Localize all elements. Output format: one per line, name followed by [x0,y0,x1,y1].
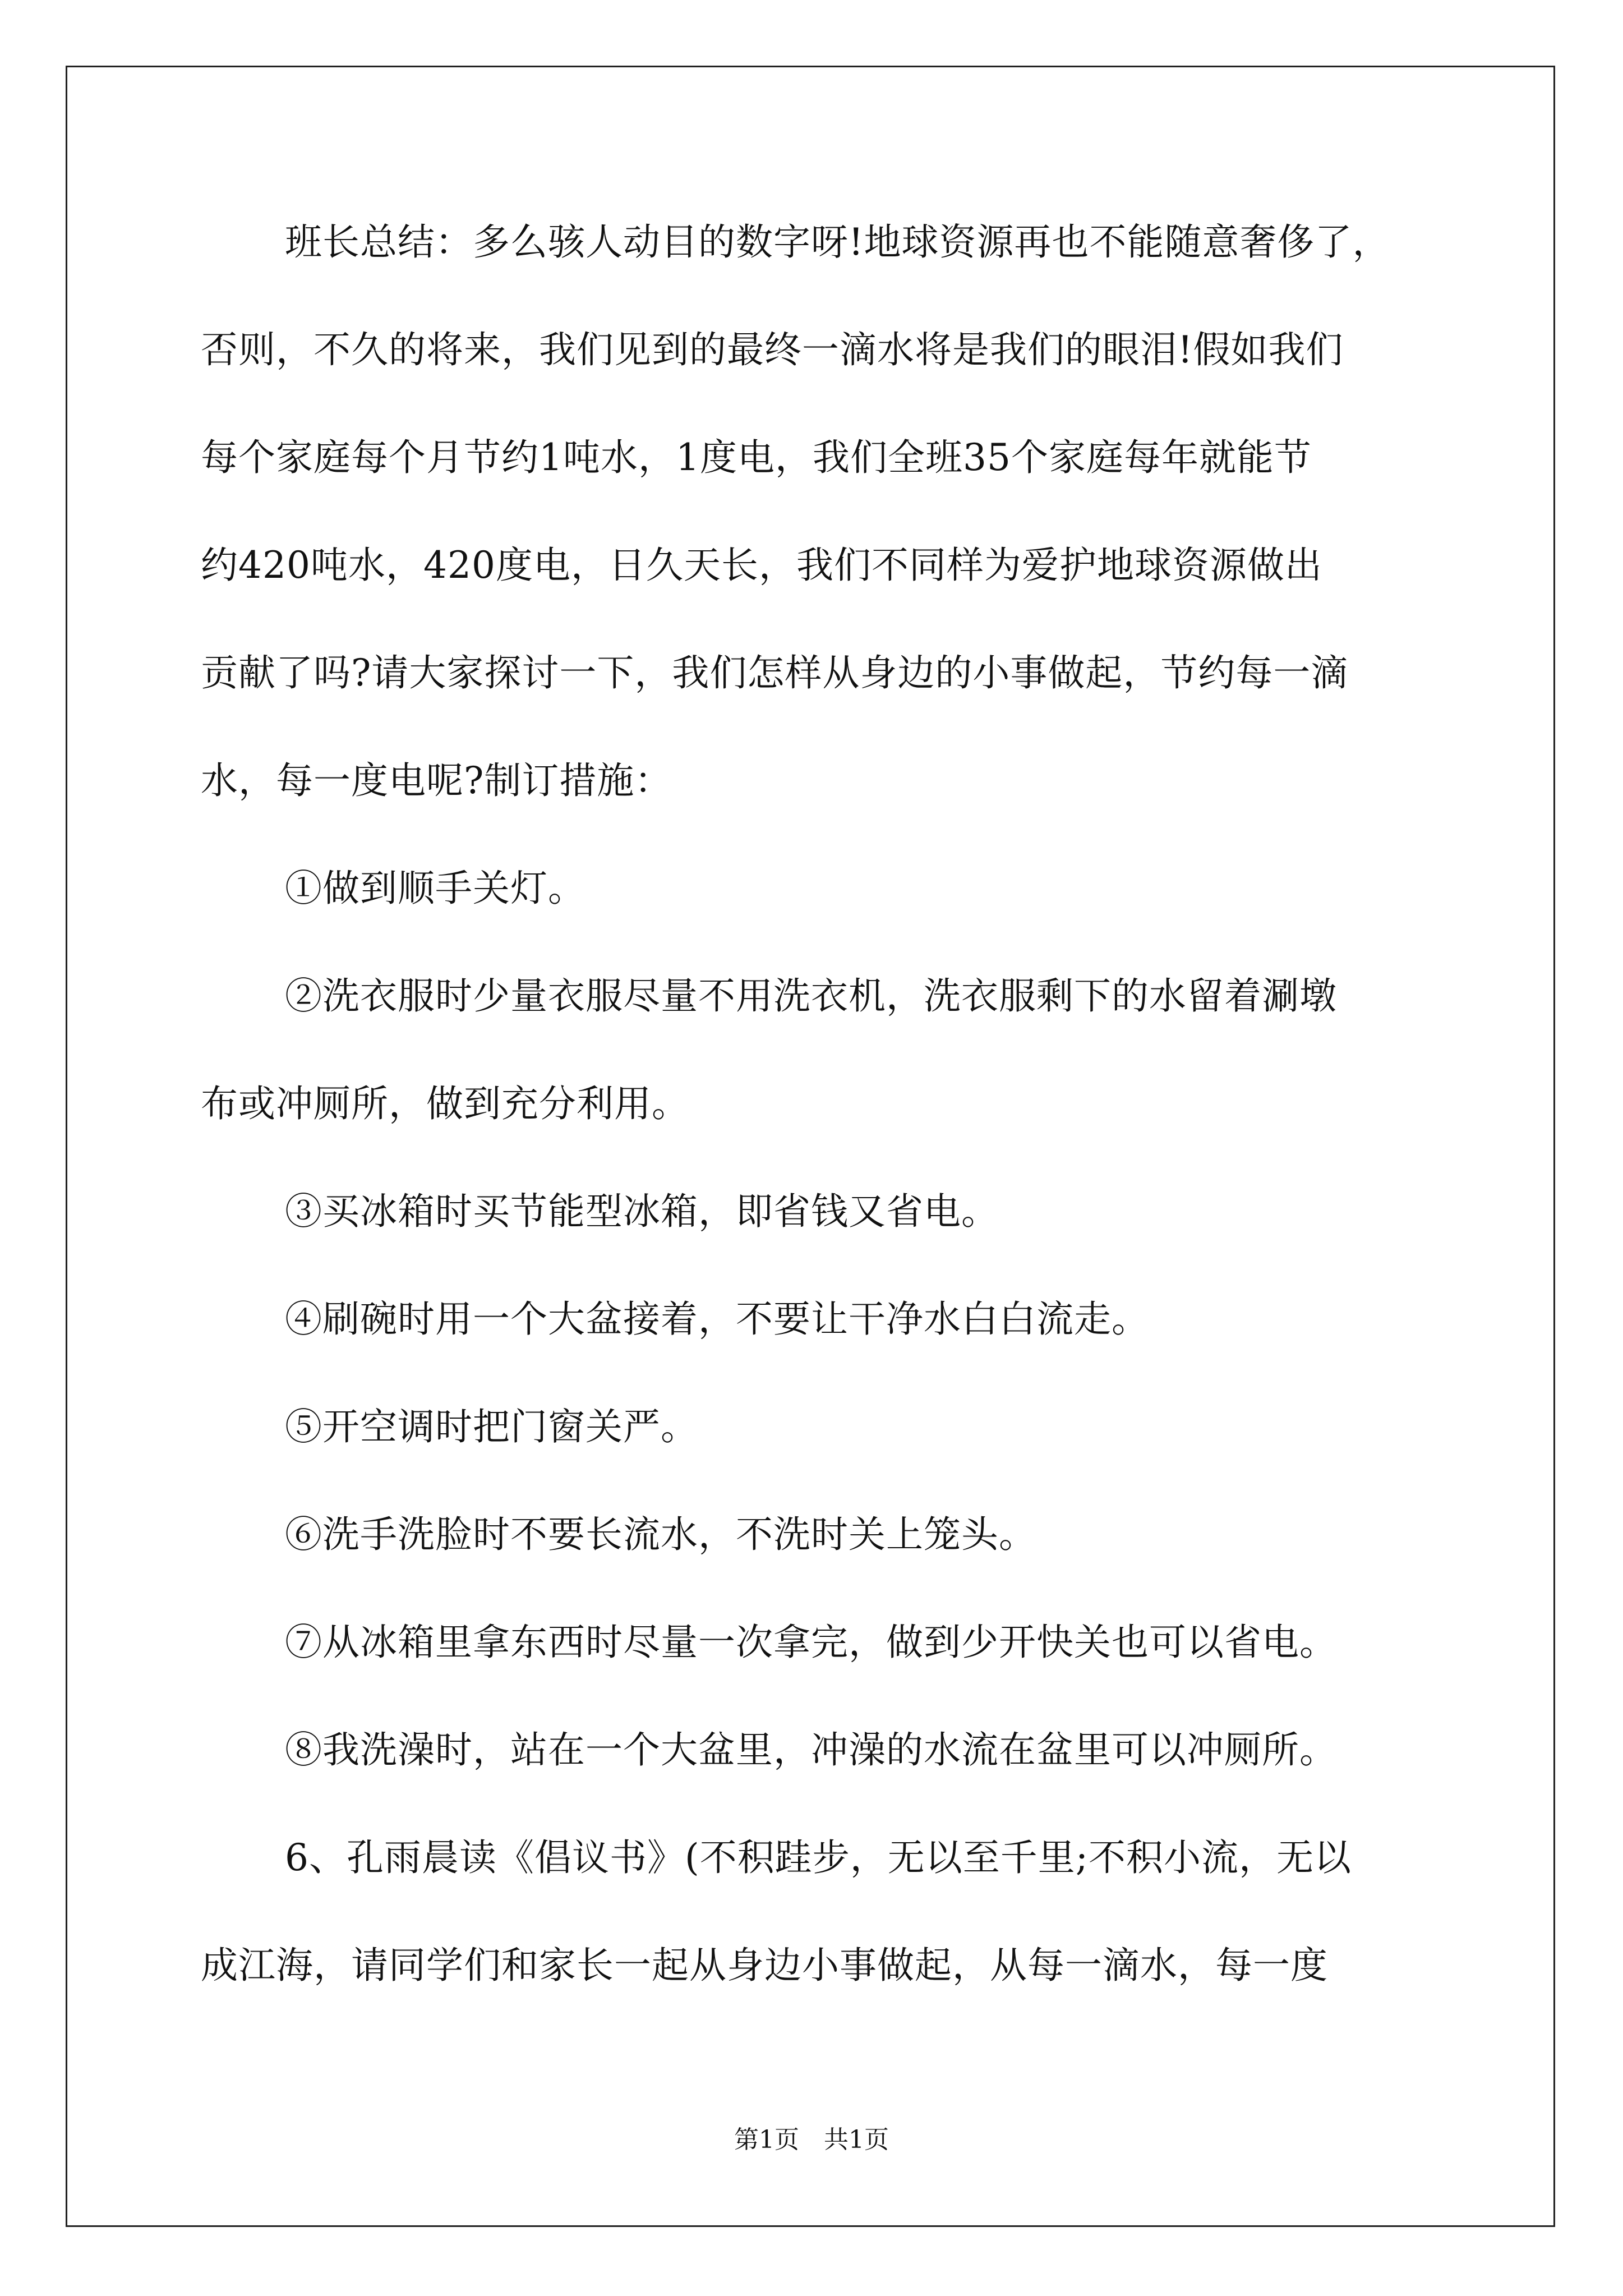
list-item: ⑧我洗澡时，站在一个大盆里，冲澡的水流在盆里可以冲厕所。 [285,1728,1337,1772]
list-item: ⑦从冰箱里拿东西时尽量一次拿完，做到少开快关也可以省电。 [285,1621,1337,1664]
paragraph-line: 贡献了吗?请大家探讨一下，我们怎样从身边的小事做起，节约每一滴 [201,651,1349,694]
list-item-continuation: 布或冲厕所，做到充分利用。 [201,1082,689,1125]
paragraph-line: 成江海，请同学们和家长一起从身边小事做起，从每一滴水，每一度 [201,1944,1328,1987]
page-number: 第1页 共1页 [734,2125,889,2154]
paragraph-line: 水，每一度电呢?制订措施： [201,759,672,802]
paragraph-line: 班长总结：多么骇人动目的数字呀!地球资源再也不能随意奢侈了， [285,220,1390,264]
paragraph-line: 否则，不久的将来，我们见到的最终一滴水将是我们的眼泪!假如我们 [201,328,1344,371]
list-item: ③买冰箱时买节能型冰箱，即省钱又省电。 [285,1190,999,1233]
page-border [66,66,1555,2227]
paragraph-line: 约420吨水，420度电，日久天长，我们不同样为爱护地球资源做出 [201,544,1322,587]
list-item: ①做到顺手关灯。 [285,867,585,910]
list-item: ⑥洗手洗脸时不要长流水，不洗时关上笼头。 [285,1513,1036,1556]
list-item: ④刷碗时用一个大盆接着，不要让干净水白白流走。 [285,1297,1149,1341]
paragraph-line: 每个家庭每个月节约1吨水，1度电，我们全班35个家庭每年就能节 [201,436,1312,479]
list-item: ②洗衣服时少量衣服尽量不用洗衣机，洗衣服剩下的水留着涮墩 [285,974,1337,1018]
paragraph-line: 6、孔雨晨读《倡议书》(不积跬步，无以至千里;不积小流，无以 [285,1836,1352,1879]
list-item: ⑤开空调时把门窗关严。 [285,1405,698,1448]
